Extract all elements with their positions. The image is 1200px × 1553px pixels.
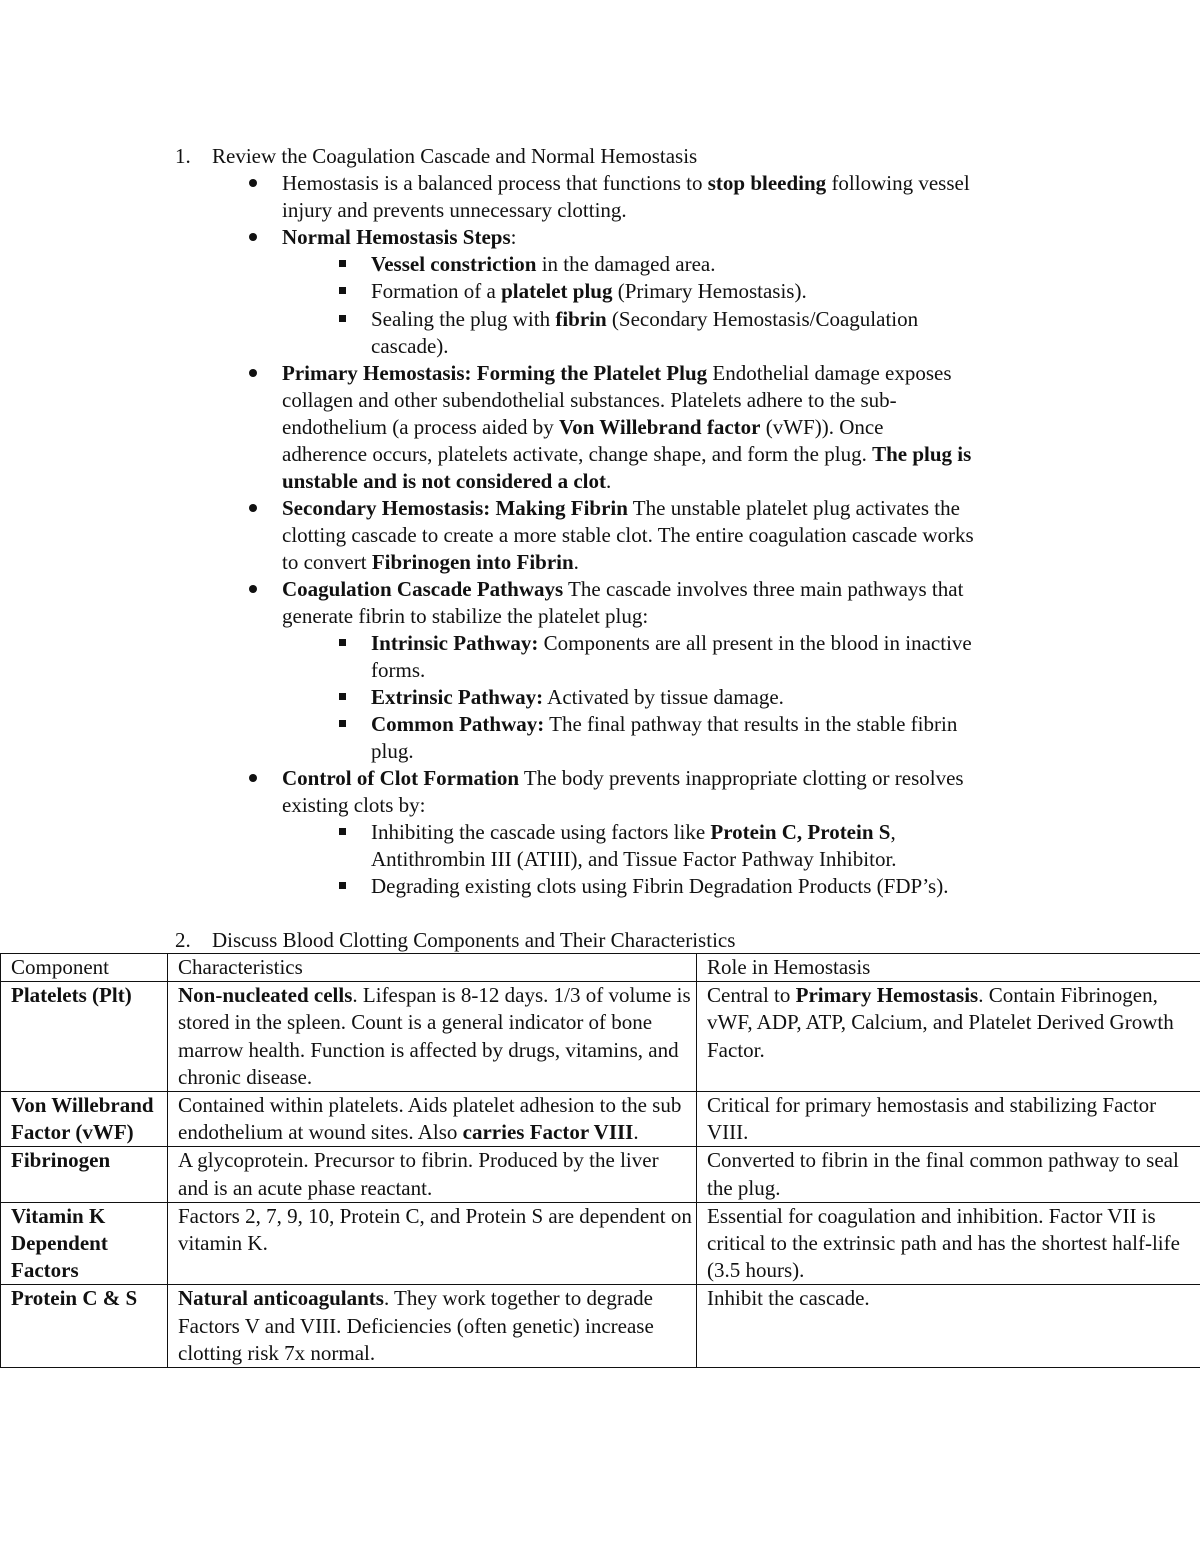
cell-characteristics: A glycoprotein. Precursor to fibrin. Produced by the liver and is an acute phase reactant. xyxy=(168,1147,697,1202)
table-row xyxy=(1,1092,1200,1147)
bullet-disc-icon xyxy=(249,369,257,377)
bullet-disc-icon xyxy=(249,504,257,512)
bullet-disc-icon xyxy=(249,585,257,593)
cell-characteristics: Non-nucleated cells. Lifespan is 8-12 days. 1/3 of volume is stored in the spleen. Count is a general indicator of bone marrow health. Function is affected by drugs, vitamins, and chronic disease. xyxy=(168,982,697,1092)
sub-common-line1: Common Pathway: The final pathway that results in the stable fibrin xyxy=(371,712,958,736)
bullet-disc-icon xyxy=(249,774,257,782)
bullet-pathways-line1: Coagulation Cascade Pathways The cascade involves three main pathways that xyxy=(282,577,964,601)
bullet-primary-line4: adherence occurs, platelets activate, change shape, and form the plug. The plug is xyxy=(282,442,972,466)
cell-component: Fibrinogen xyxy=(1,1147,168,1202)
cell-component: Von Willebrand Factor (vWF) xyxy=(1,1092,168,1147)
sub-inhibiting-line2: Antithrombin III (ATIII), and Tissue Factor Pathway Inhibitor. xyxy=(371,847,897,871)
sub-sealing-line2: cascade). xyxy=(371,334,449,358)
bullet-disc-icon xyxy=(249,179,257,187)
bullet-square-icon xyxy=(339,287,346,294)
cell-component: Platelets (Plt) xyxy=(1,982,168,1092)
section-2-number: 2. xyxy=(175,928,191,952)
header-cell-characteristics: Characteristics xyxy=(168,954,697,982)
bullet-secondary-line2: clotting cascade to create a more stable clot. The entire coagulation cascade works xyxy=(282,523,974,547)
bullet-hemostasis-line1: Hemostasis is a balanced process that functions to stop bleeding following vessel xyxy=(282,171,970,195)
cell-characteristics: Contained within platelets. Aids platelet adhesion to the sub endothelium at wound sites. Also carries Factor VIII. xyxy=(168,1092,697,1147)
table-header-row xyxy=(1,954,1200,982)
cell-component: Protein C & S xyxy=(1,1285,168,1368)
sub-sealing-line1: Sealing the plug with fibrin (Secondary Hemostasis/Coagulation xyxy=(371,307,919,331)
sub-common-line2: plug. xyxy=(371,739,414,763)
bullet-square-icon xyxy=(339,693,346,700)
bullet-square-icon xyxy=(339,315,346,322)
sub-intrinsic-line2: forms. xyxy=(371,658,426,682)
header-cell-component: Component xyxy=(1,954,168,982)
sub-inhibiting-line1: Inhibiting the cascade using factors like Protein C, Protein S, xyxy=(371,820,896,844)
sub-platelet-plug: Formation of a platelet plug (Primary Hemostasis). xyxy=(371,279,807,303)
bullet-square-icon xyxy=(339,260,346,267)
sub-degrading: Degrading existing clots using Fibrin Degradation Products (FDP’s). xyxy=(371,874,949,898)
table-row xyxy=(1,1147,1200,1202)
bullet-square-icon xyxy=(339,828,346,835)
bullet-hemostasis-line2: injury and prevents unnecessary clotting. xyxy=(282,198,627,222)
sub-intrinsic-line1: Intrinsic Pathway: Components are all present in the blood in inactive xyxy=(371,631,972,655)
cell-role: Inhibit the cascade. xyxy=(697,1285,1200,1368)
clotting-components-table xyxy=(0,953,1200,1368)
bullet-normal-steps: Normal Hemostasis Steps: xyxy=(282,225,517,249)
bullet-square-icon xyxy=(339,720,346,727)
sub-vessel-constriction: Vessel constriction in the damaged area. xyxy=(371,252,716,276)
cell-role: Essential for coagulation and inhibition. Factor VII is critical to the extrinsic path and has the shortest half-life (3.5 hours). xyxy=(697,1202,1200,1285)
bullet-primary-line3: endothelium (a process aided by Von Willebrand factor (vWF)). Once xyxy=(282,415,884,439)
cell-characteristics: Natural anticoagulants. They work together to degrade Factors V and VIII. Deficiencies (often genetic) increase clotting risk 7x normal. xyxy=(168,1285,697,1368)
section-1-number: 1. xyxy=(175,144,191,168)
table-row xyxy=(1,1202,1200,1285)
bullet-pathways-line2: generate fibrin to stabilize the platelet plug: xyxy=(282,604,649,628)
cell-characteristics: Factors 2, 7, 9, 10, Protein C, and Protein S are dependent on vitamin K. xyxy=(168,1202,697,1285)
table-row xyxy=(1,982,1200,1092)
bullet-disc-icon xyxy=(249,233,257,241)
header-cell-role: Role in Hemostasis xyxy=(697,954,1200,982)
sub-extrinsic: Extrinsic Pathway: Activated by tissue damage. xyxy=(371,685,784,709)
bullet-square-icon xyxy=(339,639,346,646)
bullet-primary-line2: collagen and other subendothelial substances. Platelets adhere to the sub- xyxy=(282,388,897,412)
cell-component: Vitamin K Dependent Factors xyxy=(1,1202,168,1285)
section-1-heading: Review the Coagulation Cascade and Normal Hemostasis xyxy=(212,144,698,168)
cell-role: Central to Primary Hemostasis. Contain Fibrinogen, vWF, ADP, ATP, Calcium, and Platelet Derived Growth Factor. xyxy=(697,982,1200,1092)
section-2-heading: Discuss Blood Clotting Components and Their Characteristics xyxy=(212,928,736,952)
bullet-primary-line5: unstable and is not considered a clot. xyxy=(282,469,612,493)
bullet-primary-line1: Primary Hemostasis: Forming the Platelet Plug Endothelial damage exposes xyxy=(282,361,952,385)
bullet-square-icon xyxy=(339,882,346,889)
table-row xyxy=(1,1285,1200,1368)
bullet-secondary-line3: to convert Fibrinogen into Fibrin. xyxy=(282,550,579,574)
bullet-control-line1: Control of Clot Formation The body prevents inappropriate clotting or resolves xyxy=(282,766,964,790)
cell-role: Converted to fibrin in the final common pathway to seal the plug. xyxy=(697,1147,1200,1202)
bullet-control-line2: existing clots by: xyxy=(282,793,426,817)
cell-role: Critical for primary hemostasis and stabilizing Factor VIII. xyxy=(697,1092,1200,1147)
bullet-secondary-line1: Secondary Hemostasis: Making Fibrin The unstable platelet plug activates the xyxy=(282,496,960,520)
